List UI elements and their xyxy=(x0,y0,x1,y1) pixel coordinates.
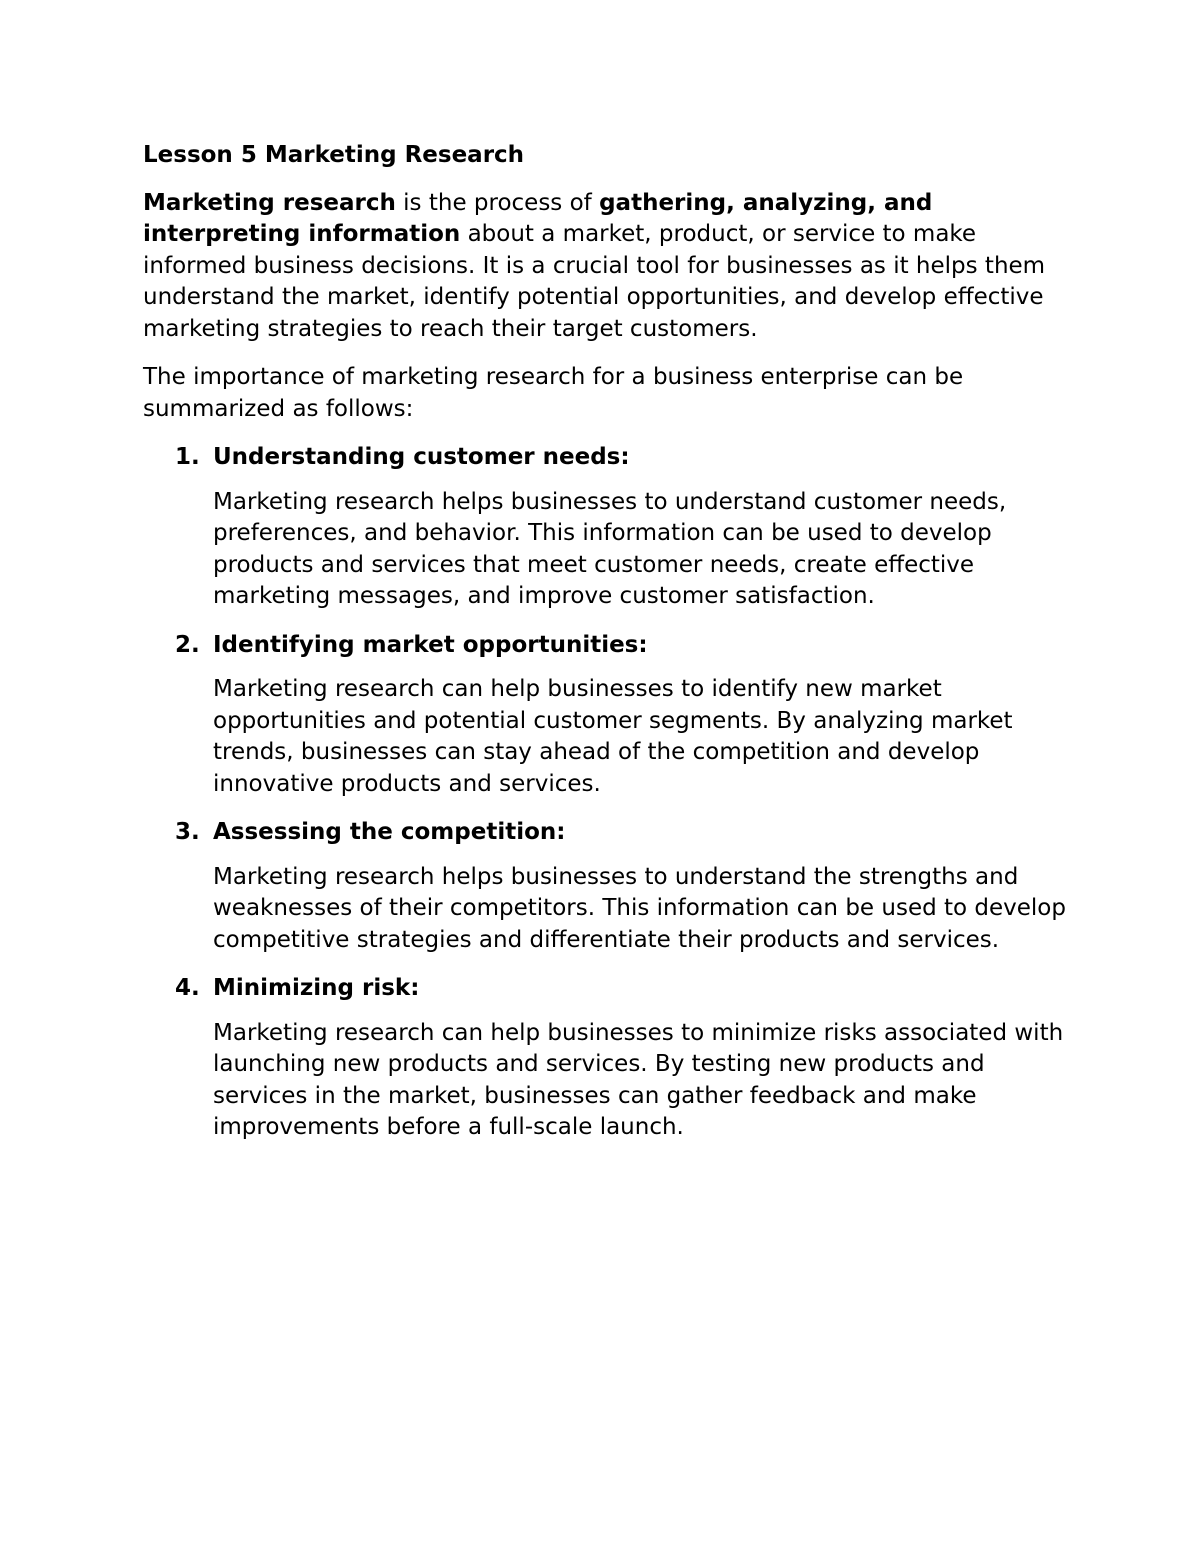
intro-emphasis: gathering, analyzing, and interpreting information xyxy=(143,189,933,247)
list-item xyxy=(143,817,1073,956)
list-item-heading xyxy=(143,630,1073,662)
list-item-number: 2. xyxy=(175,631,200,658)
intro-text-2: about a market, product, or service to make informed business decisions. It is a crucial tool for businesses as it helps them understand the market, identify potential opportunities, and develop effective marketing strategies to reach their target customers. xyxy=(143,221,1046,342)
list-item-heading-text: Identifying market opportunities: xyxy=(213,631,648,658)
list-item-number: 1. xyxy=(175,444,200,470)
list-item-body: Marketing research can help businesses to identify new market opportunities and potential customer segments. By analyzing market trends, businesses can stay ahead of the competition and develop innovative products and services. xyxy=(213,676,1013,797)
list-item-heading xyxy=(143,442,1073,474)
list-item-number: 4. xyxy=(175,975,200,1001)
intro-term: Marketing research xyxy=(143,189,396,216)
intro-paragraph xyxy=(143,188,1073,346)
list-item-heading-text: Minimizing risk: xyxy=(213,975,420,1001)
list-item xyxy=(143,442,1073,613)
list-item-heading-text: Assessing the competition: xyxy=(213,819,566,845)
list-item-body: Marketing research helps businesses to understand the strengths and weaknesses of their competitors. This information can be used to develop competitive strategies and differentiate their products and services. xyxy=(213,863,1066,953)
list-item-number: 3. xyxy=(175,819,200,845)
importance-list xyxy=(143,442,1073,1144)
list-item xyxy=(143,630,1073,801)
list-item-heading xyxy=(143,973,1073,1005)
list-item-heading xyxy=(143,817,1073,849)
list-item xyxy=(143,973,1073,1144)
summary-lead-paragraph: The importance of marketing research for a business enterprise can be summarized as follows: xyxy=(143,364,964,422)
list-item-body: Marketing research helps businesses to understand customer needs, preferences, and behavior. This information can be used to develop products and services that meet customer needs, create effective marketing messages, and improve customer satisfaction. xyxy=(213,488,1007,609)
list-item-heading-text: Understanding customer needs: xyxy=(213,444,630,470)
intro-text-1: is the process of xyxy=(395,189,600,216)
document-page xyxy=(143,140,1073,1161)
list-item-body: Marketing research can help businesses to minimize risks associated with launching new products and services. By testing new products and services in the market, businesses can gather feedback and make improvements before a full-scale launch. xyxy=(213,1019,1064,1140)
lesson-title: Lesson 5 Marketing Research xyxy=(143,142,525,168)
